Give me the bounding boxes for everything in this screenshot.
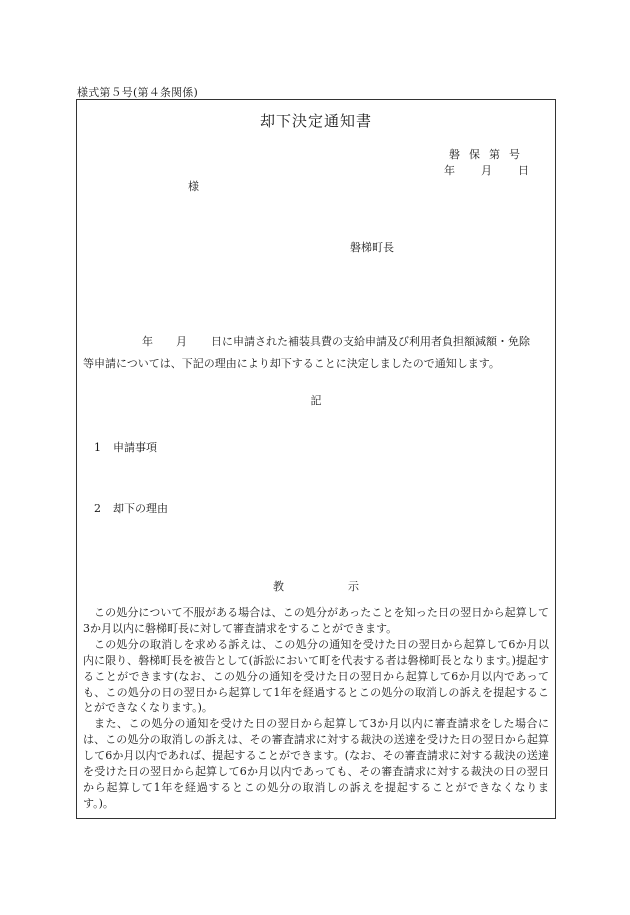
addressee: 様 (188, 180, 199, 193)
document-date (444, 162, 529, 178)
kyoji-right: 示 (348, 580, 359, 593)
doc-date-month: 月 (481, 164, 492, 177)
document-number (449, 146, 529, 162)
doc-number-middle: 保 (469, 148, 489, 161)
body-line1-text: 日に申請された補装具費の支給申請及び利用者負担額減額・免除 (211, 335, 530, 348)
kyoji-paragraph: この処分について不服がある場合は、この処分があったことを知った日の翌日から起算して3か月以内に磐梯町長に対して審査請求をすることができます。 (83, 606, 549, 635)
kyoji-heading (77, 578, 555, 594)
form-label: 様式第５号(第４条関係) (77, 86, 198, 99)
issuer: 磐梯町長 (350, 241, 394, 254)
item-number: 1 (94, 441, 101, 454)
doc-number-suffix: 号 (509, 148, 529, 161)
item-number: 2 (94, 502, 101, 515)
kyoji-paragraph: また、この処分の通知を受けた日の翌日から起算して3か月以内に審査請求をした場合には、この処分の取消しの訴えは、その審査請求に対する裁決の送達を受けた日の翌日から起算して6か月以内であれば、提起することができます。(なお、その審査請求に対する裁決の送達を受けた日の翌日から起算して6か月以内であっても、その審査請求に対する裁決の日の翌日から起算して1年を経過するとこの処分の取消しの訴えを提起することができなくなります。)。 (83, 717, 549, 810)
kyoji-body (83, 605, 549, 812)
doc-date-day: 日 (518, 164, 529, 177)
document-frame (76, 99, 556, 819)
kyoji-left: 教 (273, 580, 284, 593)
item-label: 却下の理由 (113, 502, 168, 515)
body-line-2: 等申請については、下記の理由により却下することに決定しましたので通知します。 (83, 357, 500, 370)
kyoji-paragraph: この処分の取消しを求める訴えは、この処分の通知を受けた日の翌日から起算して6か月以内に限り、磐梯町長を被告として(訴訟において町を代表する者は磐梯町長となります。)提起することができます(なお、この処分の通知を受けた日の翌日から起算して6か月以内であっても、この処分の日の翌日から起算して1年を経過するとこの処分の取消しの訴えを提起することができなくなります。)。 (83, 637, 549, 715)
item-label: 申請事項 (113, 441, 157, 454)
body-line-1 (77, 333, 530, 349)
ki-heading: 記 (310, 394, 322, 407)
document-title: 却下決定通知書 (259, 112, 372, 130)
body-month: 月 (176, 335, 187, 348)
body-year: 年 (142, 335, 153, 348)
item-application (94, 439, 157, 455)
doc-number-prefix: 磐 (449, 148, 469, 161)
doc-date-year: 年 (444, 164, 455, 177)
doc-number-label: 第 (489, 148, 509, 161)
item-rejection-reason (94, 500, 168, 516)
